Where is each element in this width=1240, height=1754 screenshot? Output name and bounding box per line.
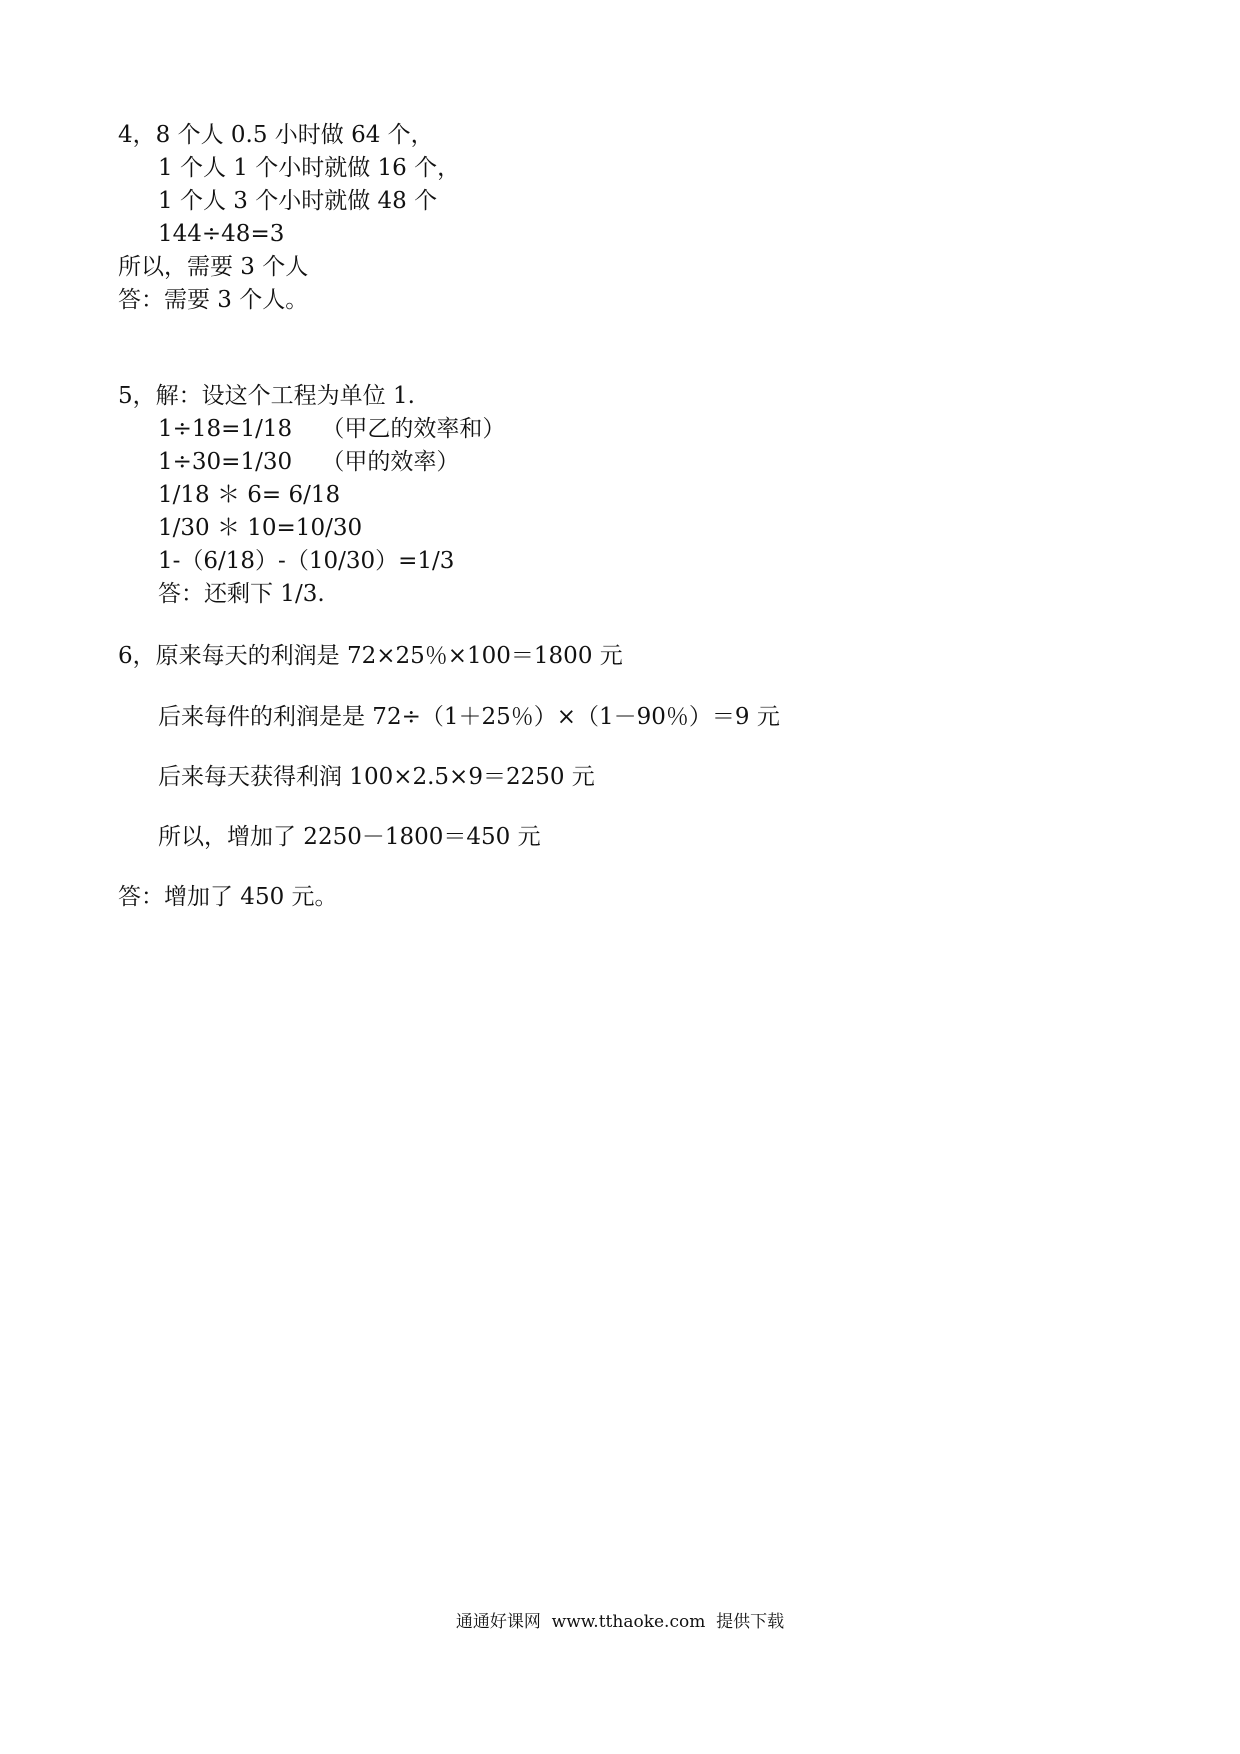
q4-line-3: 1 个人 3 个小时就做 48 个 xyxy=(158,188,438,214)
page-footer: 通通好课网 www.tthaoke.com 提供下载 xyxy=(455,1612,785,1632)
q6-line-4: 所以，增加了 2250－1800＝450 元 xyxy=(158,824,541,850)
q5-answer: 答：还剩下 1/3. xyxy=(158,581,325,607)
q5-line-3: 1÷30=1/30 （甲的效率） xyxy=(158,449,460,475)
q5-line-1: 5，解：设这个工程为单位 1. xyxy=(118,383,415,409)
q5-line-4: 1/18 ＊ 6= 6/18 xyxy=(158,482,341,508)
q5-line-2: 1÷18=1/18 （甲乙的效率和） xyxy=(158,416,506,442)
q6-line-2: 后来每件的利润是是 72÷（1＋25％）×（1－90％）＝9 元 xyxy=(158,704,780,730)
q4-line-5: 所以，需要 3 个人 xyxy=(118,254,309,280)
q4-answer: 答：需要 3 个人。 xyxy=(118,287,309,313)
q4-line-1: 4，8 个人 0.5 小时做 64 个， xyxy=(118,122,434,148)
q5-line-6: 1-（6/18）-（10/30）=1/3 xyxy=(158,548,455,574)
q6-line-1: 6，原来每天的利润是 72×25％×100＝1800 元 xyxy=(118,643,623,669)
q5-line-5: 1/30 ＊ 10=10/30 xyxy=(158,515,363,541)
q6-line-3: 后来每天获得利润 100×2.5×9＝2250 元 xyxy=(158,764,595,790)
q6-answer: 答：增加了 450 元。 xyxy=(118,884,338,910)
q4-line-4: 144÷48=3 xyxy=(158,221,285,247)
q4-line-2: 1 个人 1 个小时就做 16 个， xyxy=(158,155,461,181)
